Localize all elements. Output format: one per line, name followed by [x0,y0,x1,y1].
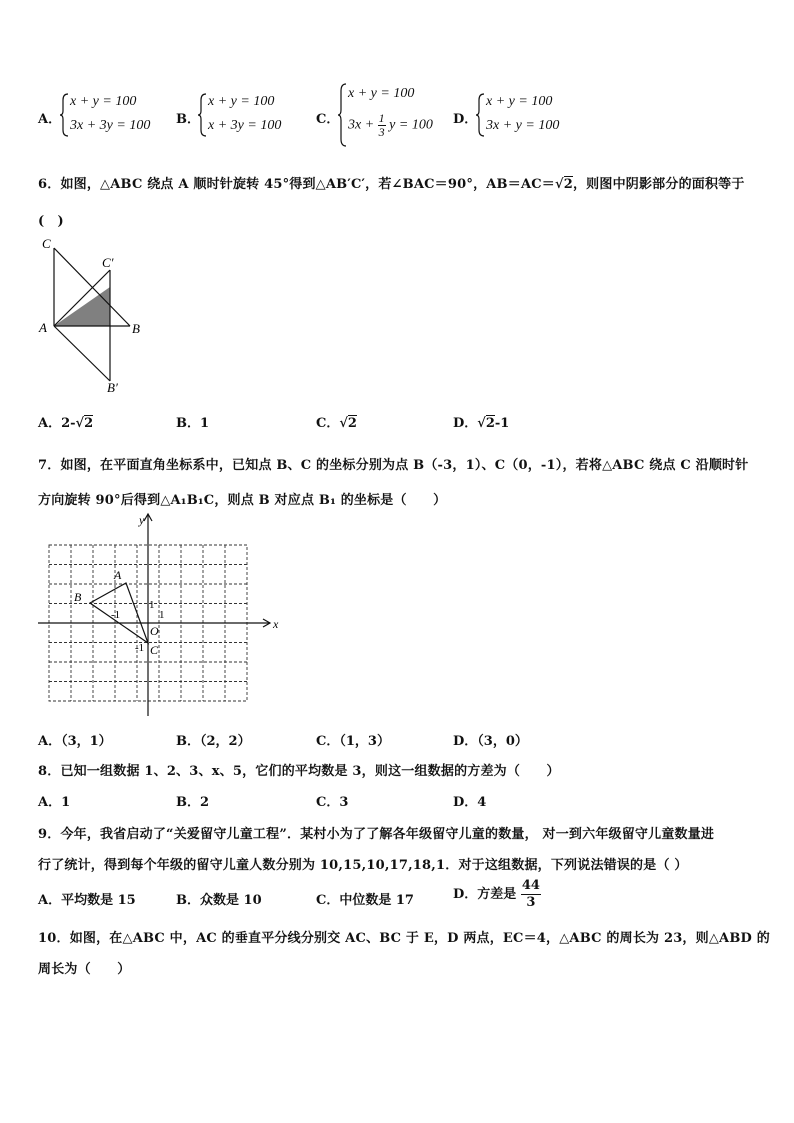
brace-icon [338,82,348,148]
fraction: $\frac{1}{3}$ [378,111,385,139]
question-7-line-1: 7．如图，在平面直角坐标系中，已知点 B、C 的坐标分别为点 B（-3，1）、C（0，-1），若将△ABC 绕点 C 沿顺时针 [38,458,749,473]
question-9-line-1: 9．今年，我省启动了“关爱留守儿童工程”．某村小为了了解各年级留守儿童的数量， 对一到六年级留守儿童数量进 [38,827,715,842]
label-a: A [39,320,47,335]
equation: 3x + $\frac{1}{3}$ y = 100 [348,111,433,139]
q9-option-d: D．方差是 $\frac{44}{3}$ [453,878,540,910]
brace-icon [198,92,208,138]
q8-option-b: B．2 [176,795,210,810]
equation: 3x + 3y = 100 [70,118,151,133]
tick-label-x-1: 1 [159,609,165,621]
equation: x + y = 100 [348,86,415,101]
q8-option-c: C．3 [316,795,349,810]
q5-option-b-label: B． [176,112,200,127]
tick-label-x-neg1: -1 [111,609,121,621]
q7-option-d: D．（3，0） [453,734,528,749]
question-10-line-1: 10．如图，在△ABC 中，AC 的垂直平分线分别交 AC、BC 于 E，D 两点，EC＝4，△ABC 的周长为 23，则△ABD 的 [38,931,770,946]
q6-option-d: D．√2-1 [453,416,510,431]
label-y: y [139,513,145,527]
q6-option-b: B．1 [176,416,210,431]
label-x: x [273,617,279,631]
equation: 3x + y = 100 [486,118,560,133]
segment-abp [54,326,110,381]
q5-option-d-label: D． [453,112,478,127]
tick-label-y-1: 1 [149,599,155,611]
equation: x + 3y = 100 [208,118,282,133]
equation: x + y = 100 [486,94,553,109]
q7-option-a: A．（3，1） [38,734,112,749]
q6-option-a: A．2-√2 [38,416,94,431]
fraction: $\frac{44}{3}$ [521,878,540,910]
equation: x + y = 100 [70,94,137,109]
q6-figure [36,236,146,394]
question-10-line-2: 周长为（ ） [38,962,131,977]
q9-option-a: A．平均数是 15 [38,893,136,908]
label-o: O [150,624,159,638]
q7-coordinate-figure [34,508,284,718]
question-6-text: 6．如图，△ABC 绕点 A 顺时针旋转 45°得到△AB′C′，若∠BAC＝90°，AB＝AC＝√2，则图中阴影部分的面积等于 [38,177,745,192]
label-a: A [114,568,122,582]
sqrt-symbol: √2 [339,416,357,431]
sqrt-symbol: √2 [477,416,495,431]
question-8-text: 8．已知一组数据 1、2、3、x、5，它们的平均数是 3，则这一组数据的方差为（ ） [38,764,560,779]
label-c-prime: C′ [102,255,114,270]
q7-option-c: C．（1，3） [316,734,390,749]
brace-icon [60,92,70,138]
sqrt-symbol: √2 [75,416,94,431]
q6-option-c: C．√2 [316,416,357,431]
q5-option-c-label: C． [316,112,340,127]
shaded-region [54,287,110,326]
tick-label-y-neg1: -1 [135,642,145,654]
brace-icon [476,92,486,138]
question-9-line-2: 行了统计，得到每个年级的留守儿童人数分别为 10,15,10,17,18,1．对于这组数据，下列说法错误的是（ ） [38,858,688,873]
sqrt-symbol: √2 [554,177,573,192]
q7-option-b: B．（2，2） [176,734,251,749]
label-c: C [150,643,159,657]
label-b-prime: B′ [107,380,118,394]
label-c: C [42,236,51,251]
question-6-bracket: ( ) [38,214,64,229]
q9-option-c: C．中位数是 17 [316,893,414,908]
equation: x + y = 100 [208,94,275,109]
q9-option-b: B．众数是 10 [176,893,262,908]
q5-option-a-label: A． [38,112,62,127]
q8-option-d: D．4 [453,795,487,810]
label-b: B [74,590,82,604]
q8-option-a: A．1 [38,795,71,810]
question-7-line-2: 方向旋转 90°后得到△A₁B₁C，则点 B 对应点 B₁ 的坐标是（ ） [38,493,447,508]
label-b: B [132,321,140,336]
